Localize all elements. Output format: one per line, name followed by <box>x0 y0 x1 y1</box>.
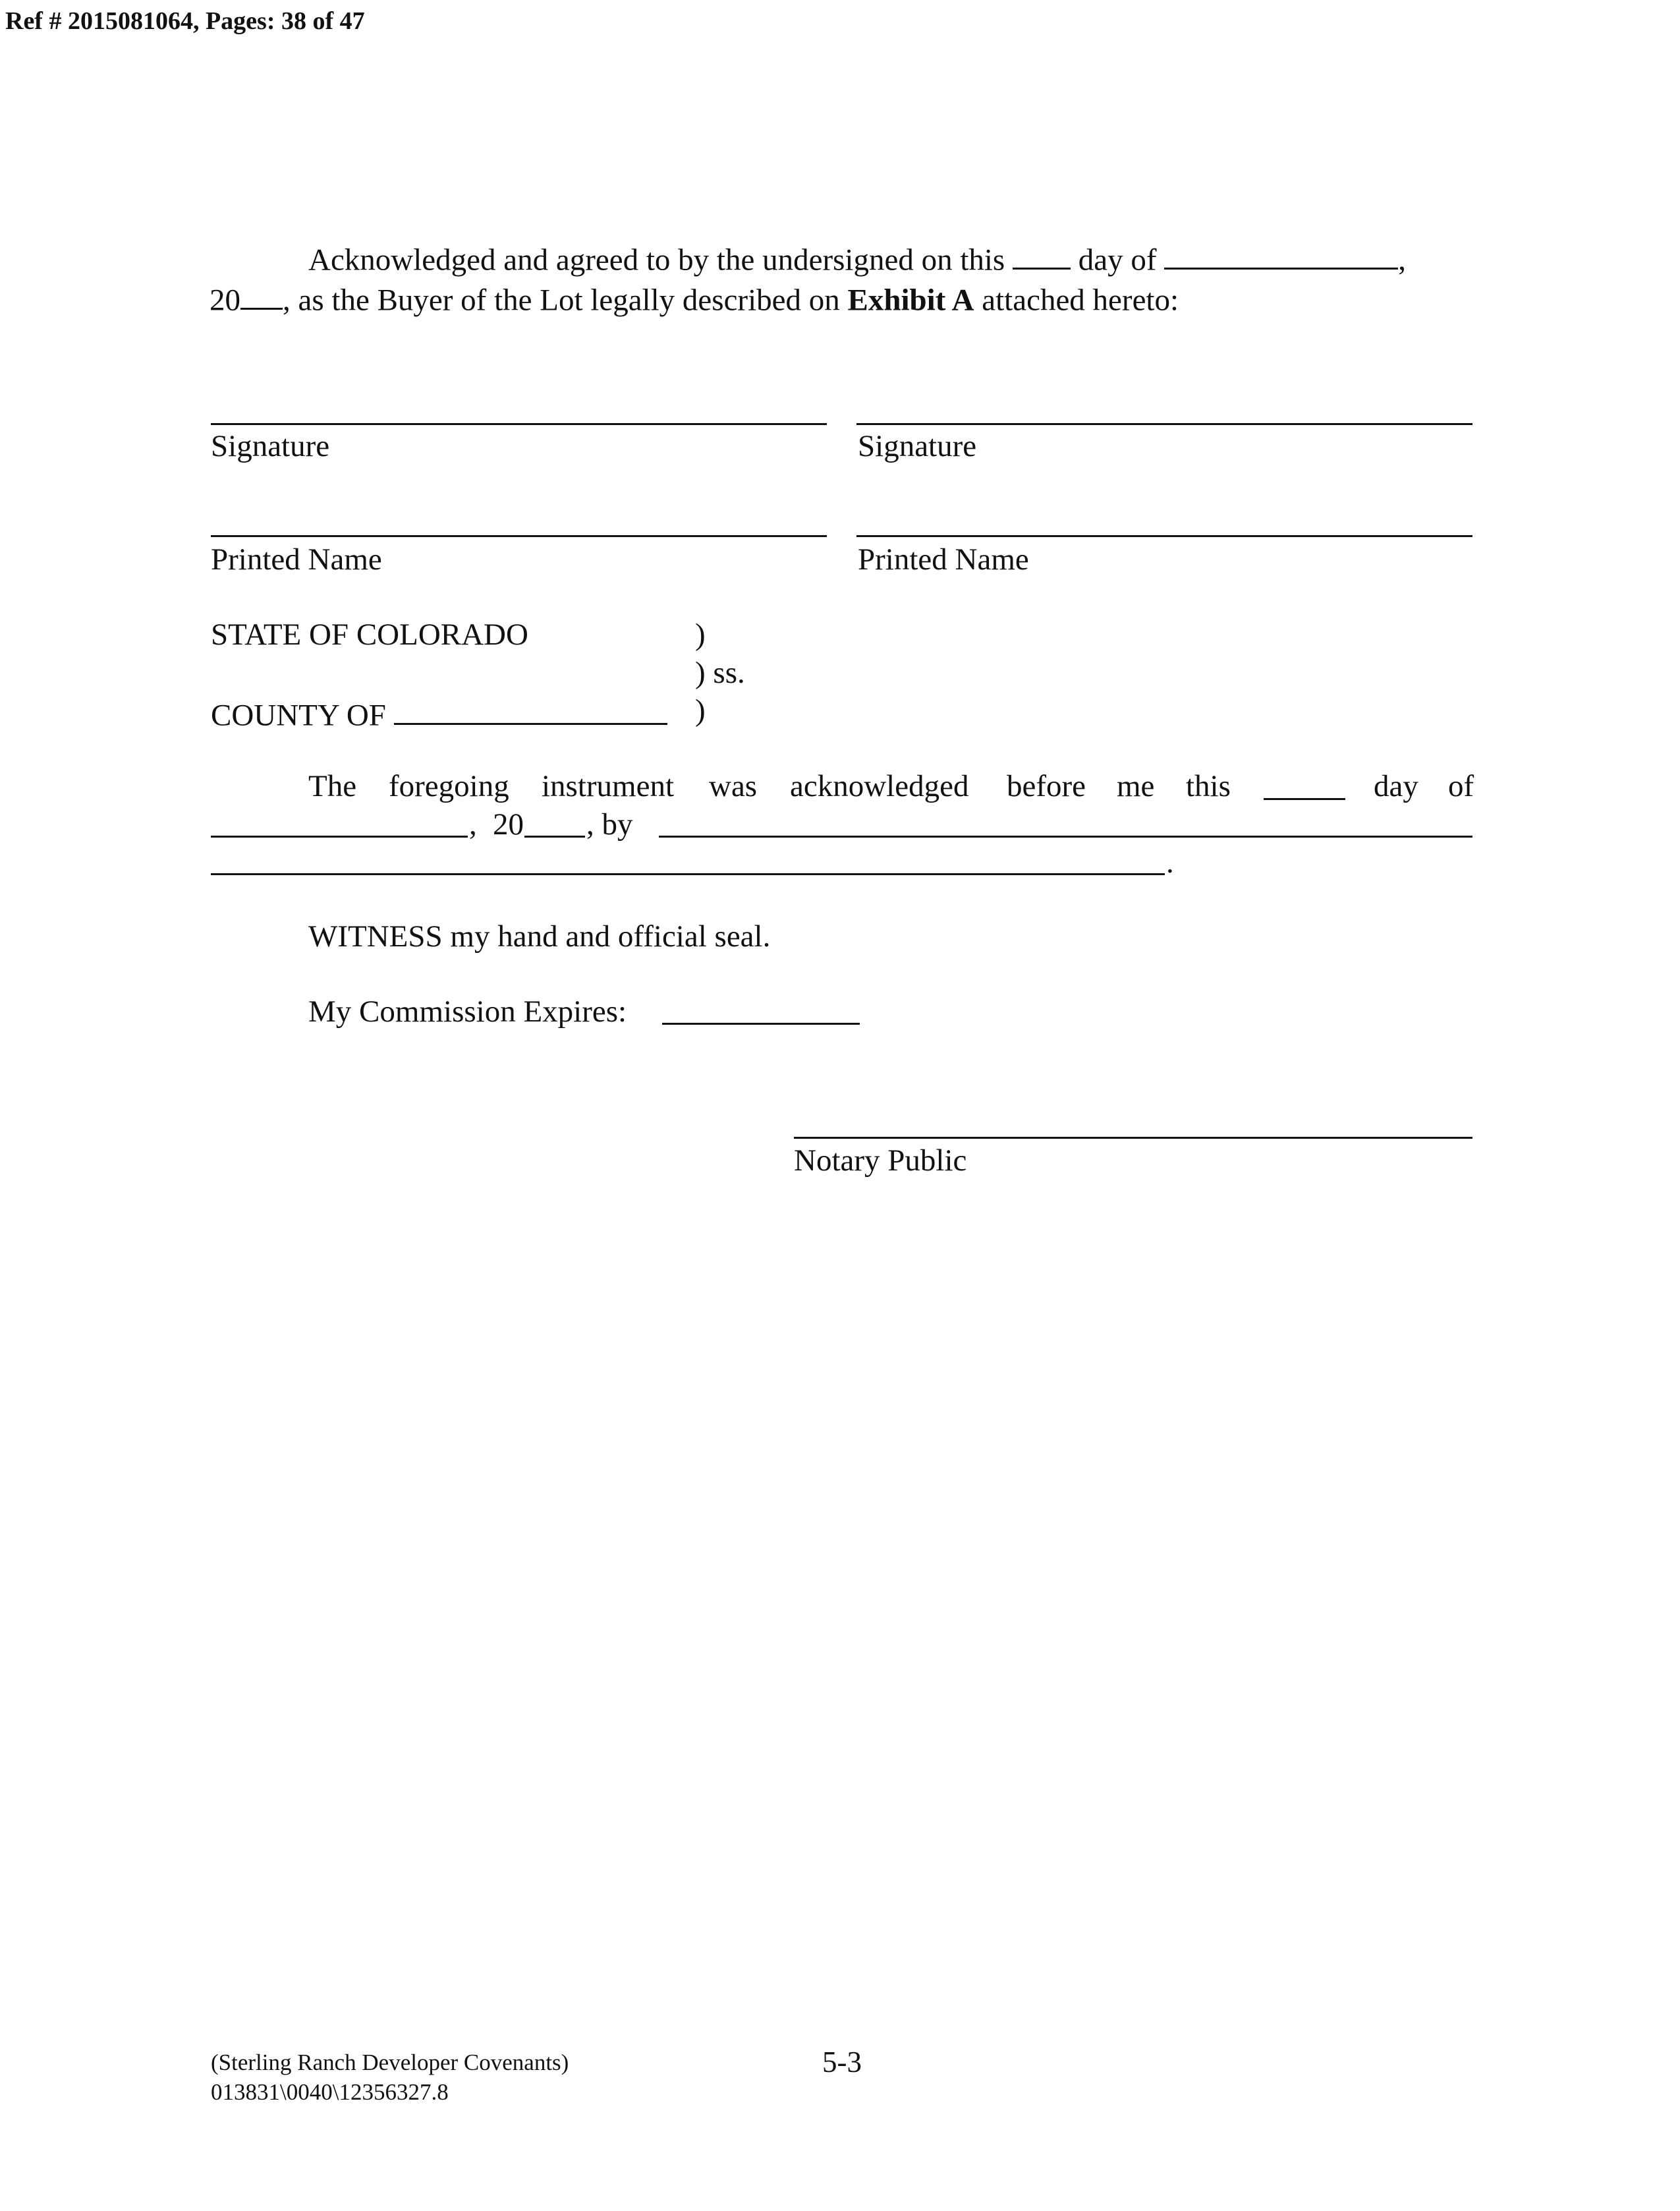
notary-word-the: The <box>308 769 357 803</box>
notary-word-instrument: instrument <box>542 769 675 803</box>
signature-line-right[interactable] <box>856 423 1472 425</box>
notary-word-foregoing: foregoing <box>389 769 509 803</box>
ack-year-prefix: 20 <box>210 283 240 318</box>
notary-month-blank[interactable] <box>211 836 468 838</box>
ack-text-2: , as the Buyer of the Lot legally described on <box>283 283 840 318</box>
notary-word-me: me <box>1117 769 1155 803</box>
printed-name-label-right: Printed Name <box>858 542 1029 577</box>
notary-comma: , <box>469 807 477 842</box>
signature-line-left[interactable] <box>211 423 827 425</box>
printed-name-line-left[interactable] <box>211 535 827 537</box>
document-reference: Ref # 2015081064, Pages: 38 of 47 <box>5 7 365 35</box>
notary-year-blank[interactable] <box>524 836 585 838</box>
notary-word-of: of <box>1448 769 1474 803</box>
ack-comma: , <box>1398 243 1406 277</box>
notary-day-blank[interactable] <box>1264 798 1345 800</box>
printed-name-label-left: Printed Name <box>211 542 382 577</box>
ack-month-blank[interactable] <box>1164 240 1398 270</box>
state-label: STATE OF COLORADO <box>211 617 528 652</box>
venue-paren-3: ) <box>695 693 706 728</box>
witness-statement: WITNESS my hand and official seal. <box>308 919 771 954</box>
ack-day-of: day of <box>1078 243 1157 277</box>
page-number: 5-3 <box>822 2046 862 2079</box>
signature-label-left: Signature <box>211 429 330 463</box>
commission-expires-blank[interactable] <box>662 1023 860 1025</box>
ack-line-1 <box>308 240 1406 275</box>
venue-ss: ) ss. <box>695 656 745 690</box>
ack-year-blank[interactable] <box>240 280 283 310</box>
notary-by: , by <box>586 807 633 842</box>
footer-document-number: 013831\0040\12356327.8 <box>211 2079 449 2105</box>
venue-paren-1: ) <box>695 617 706 652</box>
notary-signature-line[interactable] <box>794 1137 1472 1139</box>
printed-name-line-right[interactable] <box>856 535 1472 537</box>
county-label: COUNTY OF <box>211 698 386 733</box>
ack-line-2 <box>210 280 1179 316</box>
commission-label: My Commission Expires: <box>308 994 627 1029</box>
signature-label-right: Signature <box>858 429 977 463</box>
exhibit-a-reference: Exhibit A <box>847 283 974 318</box>
notary-public-label: Notary Public <box>794 1143 967 1178</box>
notary-by-blank[interactable] <box>659 836 1472 838</box>
county-line <box>211 695 667 731</box>
ack-text-1: Acknowledged and agreed to by the undersigned on this <box>308 243 1005 277</box>
notary-word-was: was <box>709 769 758 803</box>
ack-day-blank[interactable] <box>1013 240 1071 270</box>
notary-word-acknowledged: acknowledged <box>790 769 969 803</box>
notary-word-this: this <box>1186 769 1231 803</box>
notary-name-blank[interactable] <box>211 873 1165 875</box>
notary-word-before: before <box>1007 769 1086 803</box>
footer-document-title: (Sterling Ranch Developer Covenants) <box>211 2050 569 2075</box>
notary-year-prefix: 20 <box>493 807 524 842</box>
notary-period: . <box>1166 846 1174 880</box>
notary-word-day: day <box>1374 769 1418 803</box>
county-blank[interactable] <box>394 695 667 725</box>
ack-text-3: attached hereto: <box>982 283 1179 318</box>
